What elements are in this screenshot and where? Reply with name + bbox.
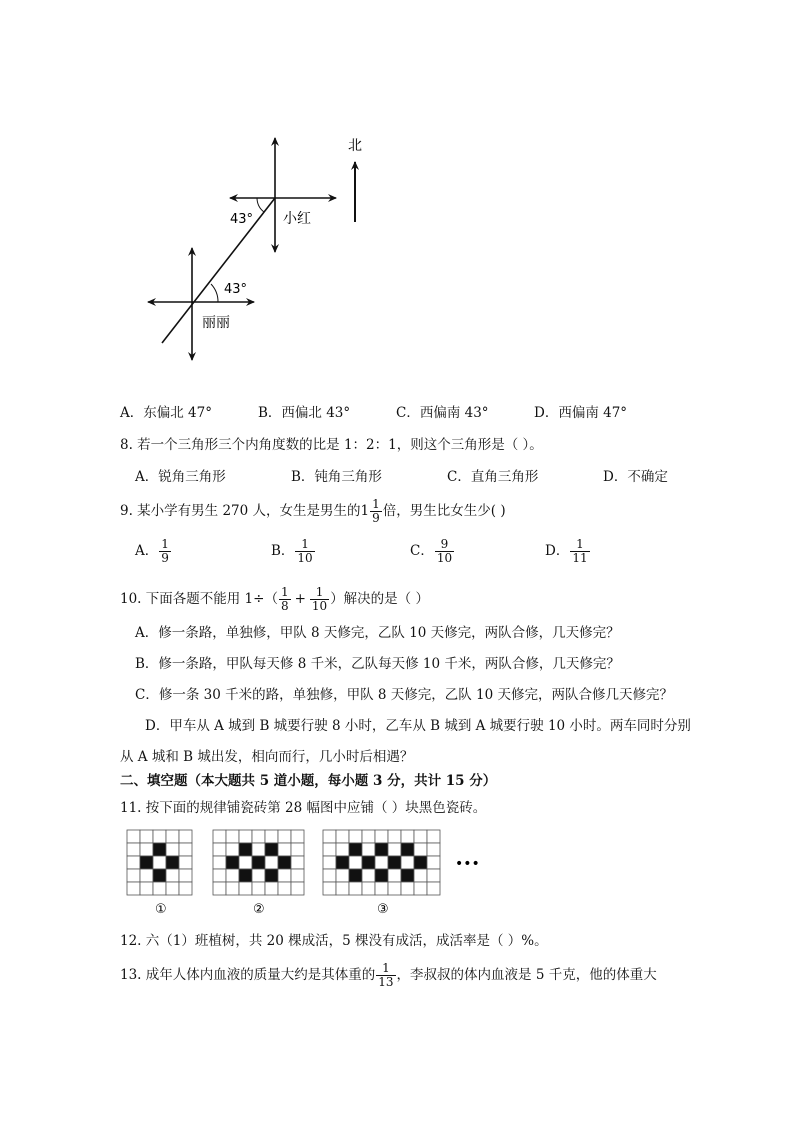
black-tile — [336, 856, 349, 869]
white-tile — [252, 830, 265, 843]
white-tile — [153, 882, 166, 895]
white-tile — [414, 843, 427, 856]
black-tile — [265, 869, 278, 882]
white-tile — [265, 856, 278, 869]
q8-option-a: A．锐角三角形 — [135, 469, 226, 485]
white-tile — [414, 830, 427, 843]
section-heading: 二、填空题（本大题共 5 道小题，每小题 3 分，共计 15 分） — [120, 773, 497, 789]
black-tile — [226, 856, 239, 869]
white-tile — [179, 830, 192, 843]
person-label-xiaohong: 小红 — [283, 211, 311, 227]
white-tile — [349, 856, 362, 869]
q9-option-d-num: 1 — [570, 538, 589, 552]
white-tile — [291, 830, 304, 843]
white-tile — [291, 882, 304, 895]
white-tile — [213, 856, 226, 869]
white-tile — [375, 830, 388, 843]
q13-den: 13 — [378, 975, 394, 989]
white-tile — [127, 843, 140, 856]
direction-diagram — [140, 130, 390, 370]
white-tile — [427, 882, 440, 895]
white-tile — [291, 843, 304, 856]
white-tile — [278, 869, 291, 882]
white-tile — [140, 869, 153, 882]
white-tile — [226, 830, 239, 843]
q9-option-c-label: C． — [410, 543, 434, 559]
white-tile — [239, 830, 252, 843]
white-tile — [414, 869, 427, 882]
white-tile — [213, 843, 226, 856]
white-tile — [336, 882, 349, 895]
black-tile — [278, 856, 291, 869]
q10-option-a: A．修一条路，单独修，甲队 8 天修完，乙队 10 天修完，两队合修，几天修完？ — [135, 625, 620, 641]
q9-mixed-whole: 1 — [360, 503, 370, 519]
white-tile — [127, 856, 140, 869]
white-tile — [362, 869, 375, 882]
q9-option-d-fraction — [570, 538, 589, 565]
q9-option-b-label: B． — [271, 543, 295, 559]
q13-stem — [120, 962, 657, 989]
q8-stem: 8. 若一个三角形三个内角度数的比是 1：2：1，则这个三角形是（ ）。 — [120, 437, 543, 453]
black-tile — [166, 856, 179, 869]
white-tile — [153, 830, 166, 843]
white-tile — [166, 843, 179, 856]
q10-fraction-2-den: 10 — [311, 599, 328, 613]
black-tile — [140, 856, 153, 869]
q10-option-c: C．修一条 30 千米的路，单独修，甲队 8 天修完，乙队 10 天修完，两队合修几天修完？ — [135, 687, 674, 703]
white-tile — [427, 830, 440, 843]
q9-prefix: 9. 某小学有男生 270 人，女生是男生的 — [120, 503, 361, 519]
black-tile — [265, 843, 278, 856]
angle-label-bottom: 43° — [224, 282, 248, 297]
q9-mixed-fraction — [370, 498, 382, 525]
q10-option-d: D．甲车从 A 城到 B 城要行驶 8 小时，乙车从 B 城到 A 城要行驶 10 小时。两车同时分别 — [145, 718, 691, 734]
white-tile — [401, 882, 414, 895]
q10-fraction-1 — [279, 586, 291, 613]
white-tile — [179, 869, 192, 882]
angle-label-top: 43° — [230, 212, 254, 227]
q9-option-a-num: 1 — [161, 537, 169, 551]
white-tile — [252, 882, 265, 895]
q10-fraction-2-num: 1 — [310, 586, 329, 600]
white-tile — [278, 830, 291, 843]
white-tile — [127, 869, 140, 882]
black-tile — [401, 869, 414, 882]
q9-option-c-fraction — [435, 538, 454, 565]
white-tile — [153, 856, 166, 869]
north-label: 北 — [348, 138, 362, 154]
black-tile — [362, 856, 375, 869]
white-tile — [362, 830, 375, 843]
white-tile — [291, 856, 304, 869]
white-tile — [375, 882, 388, 895]
white-tile — [291, 869, 304, 882]
white-tile — [239, 882, 252, 895]
q8-option-d: D．不确定 — [603, 469, 668, 485]
white-tile — [179, 882, 192, 895]
white-tile — [179, 843, 192, 856]
white-tile — [323, 869, 336, 882]
q9-option-d — [545, 538, 591, 565]
lili-compass — [148, 248, 254, 360]
q9-option-b-den: 10 — [297, 551, 313, 565]
q9-option-c — [410, 538, 455, 565]
white-tile — [336, 843, 349, 856]
black-tile — [375, 843, 388, 856]
white-tile — [226, 882, 239, 895]
q10-fraction-1-den: 8 — [280, 599, 289, 613]
q7-option-d: D．西偏南 47° — [534, 405, 628, 421]
white-tile — [362, 882, 375, 895]
tile-label-3: ③ — [377, 902, 389, 917]
white-tile — [427, 843, 440, 856]
white-tile — [362, 843, 375, 856]
q7-option-b: B．西偏北 43° — [258, 405, 351, 421]
white-tile — [323, 830, 336, 843]
black-tile — [349, 843, 362, 856]
q9-option-c-den: 10 — [436, 551, 453, 565]
white-tile — [278, 882, 291, 895]
white-tile — [401, 856, 414, 869]
white-tile — [166, 882, 179, 895]
tile-label-2: ② — [253, 902, 265, 917]
white-tile — [213, 882, 226, 895]
q12-stem: 12. 六（1）班植树，共 20 棵成活，5 棵没有成活，成活率是（ ）%。 — [120, 933, 548, 949]
white-tile — [166, 869, 179, 882]
q9-mixed-denominator: 9 — [372, 511, 380, 525]
white-tile — [213, 869, 226, 882]
black-tile — [375, 869, 388, 882]
white-tile — [140, 882, 153, 895]
tile-ellipsis: ••• — [455, 856, 480, 872]
q9-stem — [120, 498, 506, 525]
white-tile — [323, 856, 336, 869]
black-tile — [153, 869, 166, 882]
black-tile — [414, 856, 427, 869]
q10-suffix: ）解决的是（ ） — [330, 591, 429, 607]
q10-stem — [120, 586, 429, 613]
white-tile — [401, 830, 414, 843]
q10-fraction-1-num: 1 — [280, 585, 289, 599]
q9-option-a-den: 9 — [161, 551, 169, 565]
q13-fraction — [376, 962, 395, 989]
white-tile — [388, 882, 401, 895]
black-tile — [401, 843, 414, 856]
q8-option-b: B．钝角三角形 — [291, 469, 382, 485]
white-tile — [239, 856, 252, 869]
white-tile — [427, 869, 440, 882]
white-tile — [323, 843, 336, 856]
white-tile — [323, 882, 336, 895]
q10-option-d-cont: 从 A 城和 B 城出发，相向而行，几小时后相遇？ — [120, 749, 414, 765]
q10-option-b: B．修一条路，甲队每天修 8 千米，乙队每天修 10 千米，两队合修，几天修完？ — [135, 656, 620, 672]
white-tile — [278, 843, 291, 856]
q13-suffix: ，李叔叔的体内血液是 5 千克，他的体重大 — [396, 967, 657, 983]
q8-option-c: C．直角三角形 — [447, 469, 539, 485]
q11-stem: 11. 按下面的规律铺瓷砖第 28 幅图中应铺（ ）块黑色瓷砖。 — [120, 800, 487, 816]
white-tile — [336, 869, 349, 882]
q7-option-c: C．西偏南 43° — [396, 405, 489, 421]
q9-suffix: 倍，男生比女生少( ) — [382, 503, 506, 519]
black-tile — [388, 856, 401, 869]
q13-prefix: 13. 成年人体内血液的质量大约是其体重的 — [120, 967, 376, 983]
white-tile — [140, 830, 153, 843]
white-tile — [414, 882, 427, 895]
white-tile — [226, 843, 239, 856]
white-tile — [127, 830, 140, 843]
tile-pattern-figure — [125, 828, 485, 920]
person-label-lili: 丽丽 — [202, 315, 230, 331]
black-tile — [252, 856, 265, 869]
q9-option-b-num: 1 — [295, 538, 314, 552]
q9-option-a-label: A． — [135, 543, 159, 559]
white-tile — [179, 856, 192, 869]
white-tile — [252, 869, 265, 882]
white-tile — [265, 830, 278, 843]
white-tile — [265, 882, 278, 895]
q9-option-a — [135, 538, 172, 565]
white-tile — [388, 869, 401, 882]
black-tile — [239, 843, 252, 856]
white-tile — [375, 856, 388, 869]
q10-fraction-2 — [310, 586, 329, 613]
black-tile — [153, 843, 166, 856]
q9-option-b — [271, 538, 316, 565]
white-tile — [213, 830, 226, 843]
white-tile — [349, 882, 362, 895]
q9-option-a-fraction — [159, 538, 171, 565]
q7-option-a: A．东偏北 47° — [120, 405, 212, 421]
q10-prefix: 10. 下面各题不能用 1÷（ — [120, 591, 278, 607]
white-tile — [140, 843, 153, 856]
white-tile — [427, 856, 440, 869]
white-tile — [349, 830, 362, 843]
black-tile — [239, 869, 252, 882]
q9-mixed-numerator: 1 — [372, 497, 380, 511]
white-tile — [388, 843, 401, 856]
q9-option-b-fraction — [295, 538, 314, 565]
white-tile — [336, 830, 349, 843]
white-tile — [252, 843, 265, 856]
white-tile — [388, 830, 401, 843]
white-tile — [127, 882, 140, 895]
q9-option-d-den: 11 — [572, 551, 588, 565]
tile-label-1: ① — [155, 902, 167, 917]
white-tile — [226, 869, 239, 882]
q9-option-c-num: 9 — [435, 538, 454, 552]
q10-plus: + — [294, 591, 306, 607]
q13-num: 1 — [376, 962, 395, 976]
white-tile — [166, 830, 179, 843]
black-tile — [349, 869, 362, 882]
q9-option-d-label: D． — [545, 543, 570, 559]
